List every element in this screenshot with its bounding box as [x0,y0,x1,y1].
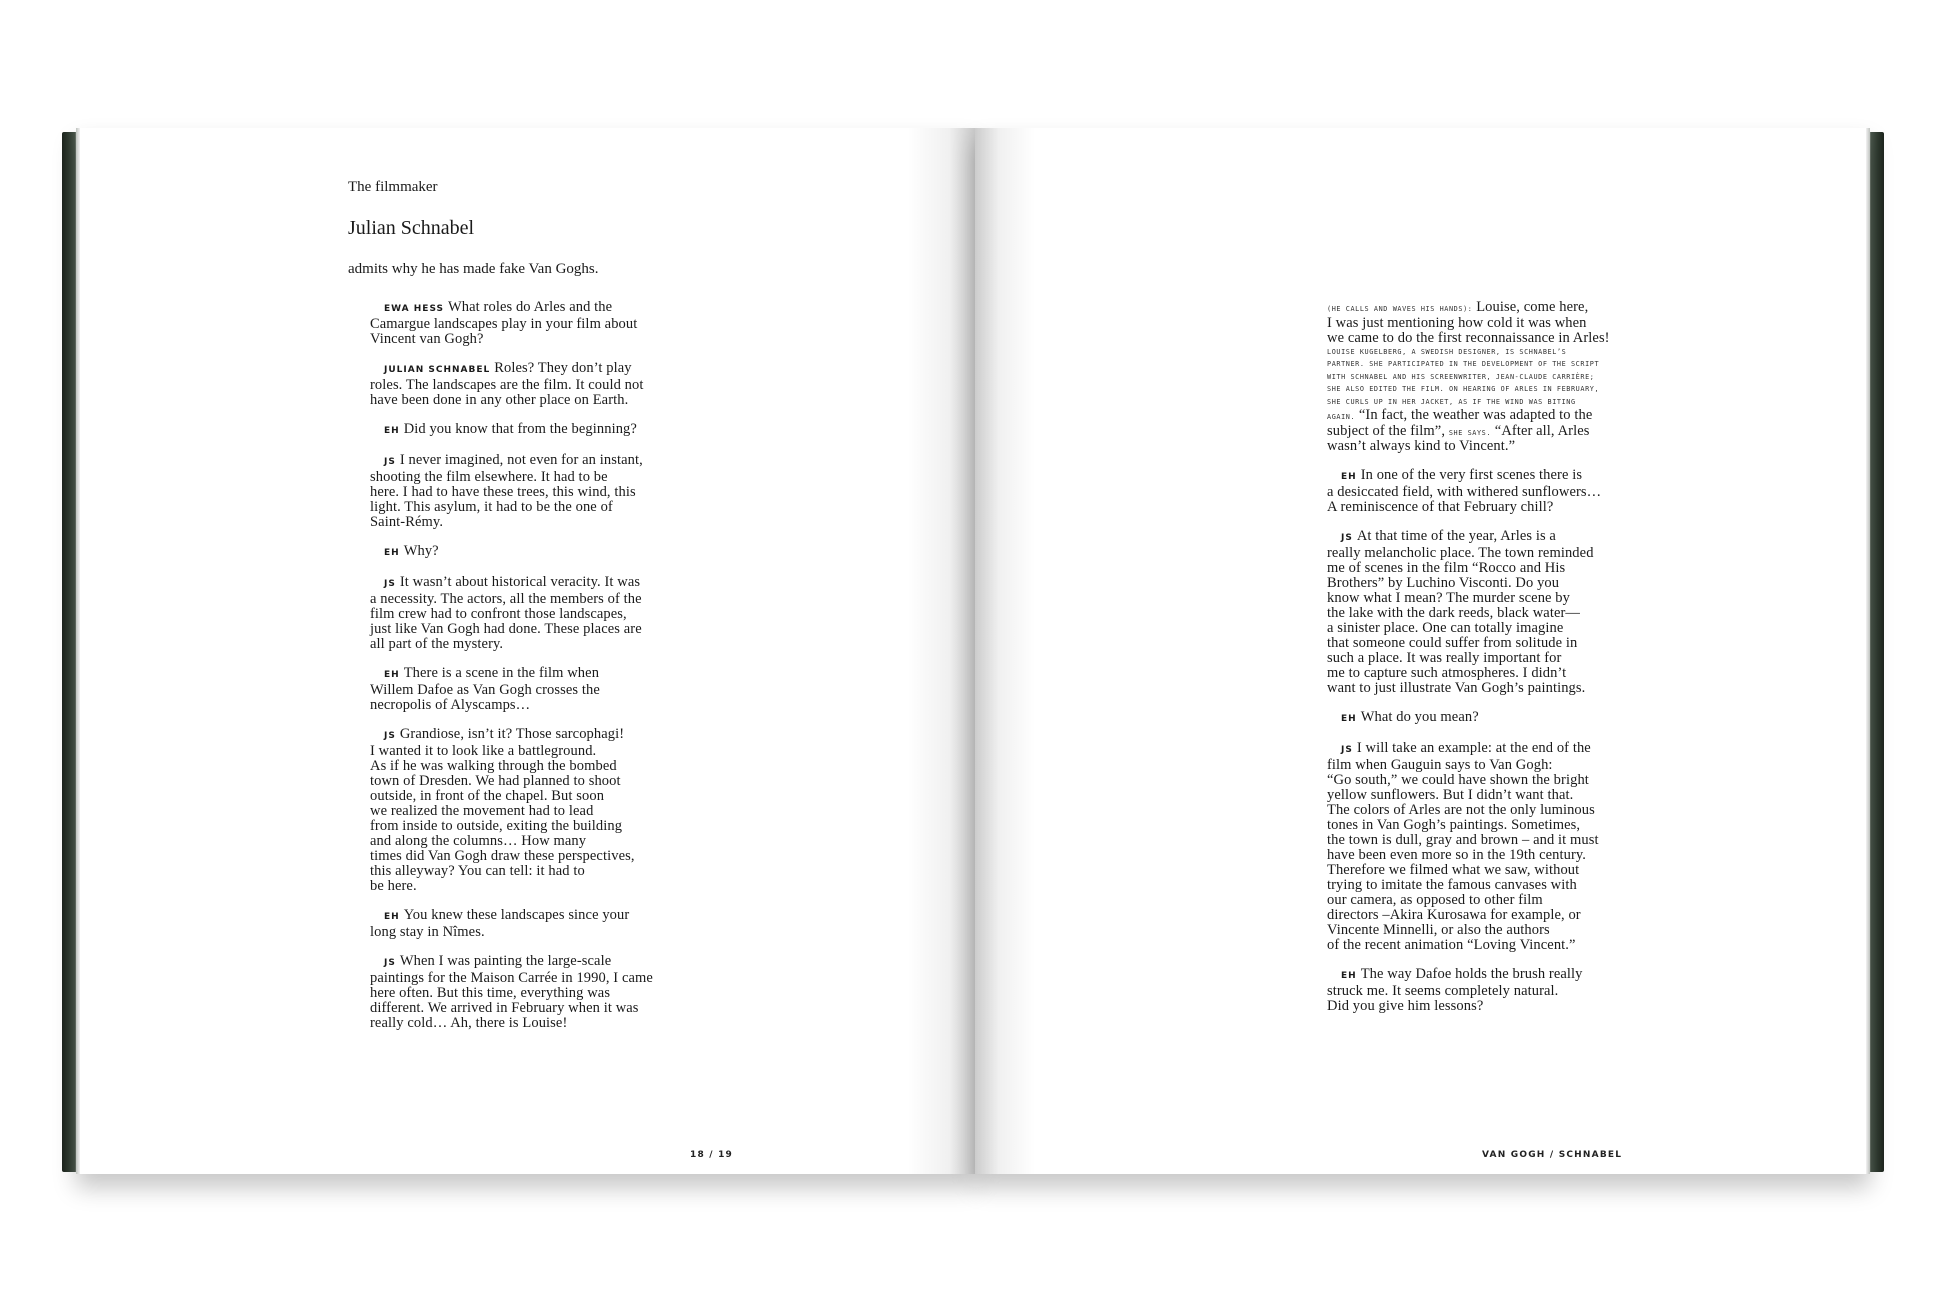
line-text: Saint-Rémy. [370,514,444,530]
dialogue-block [1327,710,1647,727]
line-text: light. This asylum, it had to be the one of [370,499,613,515]
text-line [1327,606,1647,621]
text-line [370,925,690,940]
note-line: WITH SCHNABEL AND HIS SCREENWRITER, JEAN-CLAUDE CARRIÈRE; [1327,372,1595,381]
line-text: paintings for the Maison Carrée in 1990, I came [370,970,653,986]
text-line [1327,833,1647,848]
text-line [1327,758,1647,773]
line-text: Why? [403,543,439,559]
text-line [370,317,690,332]
line-text: really melancholic place. The town reminded [1327,545,1594,561]
text-line [370,544,690,561]
text-line [370,666,690,683]
line-text: There is a scene in the film when [403,665,600,681]
text-line [370,485,690,500]
text-line [370,774,690,789]
text-line [1327,681,1647,696]
right-column [1327,300,1647,1028]
line-text: tones in Van Gogh’s paintings. Sometimes, [1327,817,1581,833]
speaker-label: EH [1341,472,1357,482]
text-line: we came to do the first reconnaissance in Arles! [1327,329,1610,346]
text-line [370,637,690,652]
text-line [1327,893,1647,908]
line-text: have been even more so in the 19th century. [1327,847,1587,863]
article-intro: admits why he has made fake Van Goghs. [348,261,599,277]
line-text: At that time of the year, Arles is a [1356,528,1556,544]
line-text: Did you know that from the beginning? [403,421,637,437]
line-text: town of Dresden. We had planned to shoot [370,773,621,789]
text-line [370,607,690,622]
text-line [1327,818,1647,833]
dialogue-block [370,300,690,347]
line-text: Roles? They don’t play [494,360,632,376]
speaker-label: EH [1341,714,1357,724]
text-line [1327,773,1647,788]
text-line [370,500,690,515]
line-text: all part of the mystery. [370,636,504,652]
line-text: this alleyway? You can tell: it had to [370,863,585,879]
dialogue-block [370,361,690,408]
text-line [370,470,690,485]
line-text: me to capture such atmospheres. I didn’t [1327,665,1567,681]
dialogue-block [370,453,690,530]
text-line: Louise, come here, [1476,299,1589,315]
speaker-label: EH [1341,971,1357,981]
text-line [1327,710,1647,727]
line-text: really cold… Ah, there is Louise! [370,1015,568,1031]
line-text: necropolis of Alyscamps… [370,697,531,713]
speaker-label: JULIAN SCHNABEL [384,365,491,375]
text-line [370,834,690,849]
dialogue-block [1327,529,1647,696]
line-text: Did you give him lessons? [1327,998,1484,1014]
line-text: a sinister place. One can totally imagine [1327,620,1564,636]
note-line: SHE ALSO EDITED THE FILM. ON HEARING OF ARLES IN FEBRUARY, [1327,385,1600,393]
text-line [370,986,690,1001]
text-line [1327,848,1647,863]
page-edge [1866,128,1870,1174]
text-line [1327,967,1647,984]
line-text: The way Dafoe holds the brush really [1360,966,1583,982]
line-text: trying to imitate the famous canvases with [1327,877,1577,893]
note-line: AGAIN. [1327,413,1356,421]
text-line [1327,561,1647,576]
line-text: What roles do Arles and the [448,299,613,315]
line-text: You knew these landscapes since your [403,907,630,923]
text-line [370,727,690,744]
text-line [370,361,690,378]
dialogue-block [1327,468,1647,515]
text-line [1327,878,1647,893]
text-line [1327,546,1647,561]
line-text: A reminiscence of that February chill? [1327,499,1554,515]
speaker-label: EH [384,548,400,558]
text-line [370,592,690,607]
opening-paragraph [1327,300,1647,454]
line-text: yellow sunflowers. But I didn’t want that. [1327,787,1574,803]
text-line [370,819,690,834]
text-line [370,954,690,971]
text-line [1327,651,1647,666]
line-text: from inside to outside, exiting the building [370,818,623,834]
dialogue-block [370,954,690,1031]
line-text: I never imagined, not even for an instant, [399,452,643,468]
text-line [370,683,690,698]
line-text: shooting the film elsewhere. It had to be [370,469,608,485]
line-text: I will take an example: at the end of the [1356,740,1591,756]
speaker-label: JS [384,731,396,741]
line-text: and along the columns… How many [370,833,587,849]
line-text: In one of the very first scenes there is [1360,467,1583,483]
text-line [1327,529,1647,546]
left-page [76,128,977,1174]
line-text: different. We arrived in February when it was [370,1000,639,1016]
text-line [1327,788,1647,803]
text-line [1327,999,1647,1014]
dialogue-block [370,422,690,439]
text-line [1327,621,1647,636]
line-text: Camargue landscapes play in your film about [370,316,638,332]
line-text: What do you mean? [1360,709,1479,725]
line-text: Brothers” by Luchino Visconti. Do you [1327,575,1560,591]
text-line [370,908,690,925]
line-text: the town is dull, gray and brown – and it must [1327,832,1599,848]
speaker-label: JS [384,457,396,467]
text-line [1327,938,1647,953]
note-line: PARTNER. SHE PARTICIPATED IN THE DEVELOPMENT OF THE SCRIPT [1327,360,1600,368]
text-line [1327,984,1647,999]
text-line [370,744,690,759]
text-line [1327,500,1647,515]
dialogue-block [370,575,690,652]
line-text: As if he was walking through the bombed [370,758,617,774]
text-line [370,759,690,774]
text-line: subject of the film”, [1327,422,1446,439]
line-text: a desiccated field, with withered sunflowers… [1327,484,1602,500]
text-line: “In fact, the weather was adapted to the [1358,407,1593,423]
text-line [370,622,690,637]
dialogue-block [1327,741,1647,953]
text-line [1327,908,1647,923]
line-text: Vincent van Gogh? [370,331,484,347]
text-line [370,1001,690,1016]
text-line [370,789,690,804]
text-line [370,422,690,439]
line-text: times did Van Gogh draw these perspectives, [370,848,635,864]
line-text: directors –Akira Kurosawa for example, or [1327,907,1581,923]
line-text: “Go south,” we could have shown the bright [1327,772,1589,788]
text-line [1327,576,1647,591]
text-line [370,393,690,408]
text-line [1327,863,1647,878]
text-line [370,515,690,530]
gutter-shadow [975,128,1035,1174]
text-line [370,698,690,713]
text-line [1327,591,1647,606]
dialogue-block [370,544,690,561]
text-line [370,1016,690,1031]
text-line: “After all, Arles [1494,422,1590,439]
line-text: know what I mean? The murder scene by [1327,590,1570,606]
line-text: The colors of Arles are not the only luminous [1327,802,1595,818]
text-line [1327,636,1647,651]
dialogue-block [370,666,690,713]
right-page [975,128,1870,1174]
line-text: such a place. It was really important for [1327,650,1562,666]
line-text: film crew had to confront those landscapes, [370,606,627,622]
speaker-label: JS [384,958,396,968]
text-line [370,849,690,864]
line-text: of the recent animation “Loving Vincent.” [1327,937,1576,953]
line-text: struck me. It seems completely natural. [1327,983,1559,999]
text-line [370,300,690,317]
line-text: Therefore we filmed what we saw, without [1327,862,1580,878]
line-text: Willem Dafoe as Van Gogh crosses the [370,682,600,698]
note-line: SHE CURLS UP IN HER JACKET, AS IF THE WIND WAS BITING [1327,397,1576,406]
right-dialogue [1327,468,1647,1014]
line-text: a necessity. The actors, all the members of the [370,591,642,607]
dialogue-block [370,727,690,894]
line-text: me of scenes in the film “Rocco and His [1327,560,1566,576]
line-text: that someone could suffer from solitude in [1327,635,1578,651]
line-text: our camera, as opposed to other film [1327,892,1543,908]
line-text: want to just illustrate Van Gogh’s paintings. [1327,680,1586,696]
dialogue-block [1327,967,1647,1014]
text-line [370,453,690,470]
line-text: Grandiose, isn’t it? Those sarcophagi! [399,726,625,742]
page-edge [76,128,80,1174]
line-text: When I was painting the large-scale [399,953,612,969]
text-line [1327,803,1647,818]
article-kicker: The filmmaker [348,179,438,195]
line-text: outside, in front of the chapel. But soon [370,788,605,804]
gutter-shadow [907,128,977,1174]
speaker-label: EH [384,912,400,922]
line-text: I wanted it to look like a battleground. [370,743,597,759]
speaker-label: JS [1341,533,1353,543]
line-text: here often. But this time, everything was [370,985,611,1001]
text-line [370,378,690,393]
editorial-note [1327,346,1647,409]
book-cover-edge-right [1868,132,1884,1172]
line-text: here. I had to have these trees, this wind, this [370,484,636,500]
text-line [1327,666,1647,681]
text-line [370,804,690,819]
book-spread [62,128,1884,1174]
page-number: 18 / 19 [690,1150,734,1160]
stage-direction: (HE CALLS AND WAVES HIS HANDS): [1327,305,1473,313]
speaker-label: EH [384,426,400,436]
text-line [1327,468,1647,485]
line-text: the lake with the dark reeds, black water— [1327,605,1581,621]
dialogue-block [370,908,690,940]
text-line [1327,741,1647,758]
line-text: long stay in Nîmes. [370,924,485,940]
line-text: be here. [370,878,417,894]
speaker-label: JS [1341,745,1353,755]
line-text: film when Gauguin says to Van Gogh: [1327,757,1553,773]
line-text: just like Van Gogh had done. These places are [370,621,642,637]
text-line [370,864,690,879]
text-line: wasn’t always kind to Vincent.” [1327,438,1516,454]
text-line [370,575,690,592]
line-text: we realized the movement had to lead [370,803,594,819]
line-text: have been done in any other place on Earth. [370,392,629,408]
line-text: It wasn’t about historical veracity. It was [399,574,641,590]
speaker-label: EWA HESS [384,304,445,314]
note-line: LOUISE KUGELBERG, A SWEDISH DESIGNER, IS SCHNABEL’S [1327,347,1567,356]
text-line: I was just mentioning how cold it was when [1327,314,1587,331]
text-line [370,332,690,347]
speaker-label: JS [384,579,396,589]
line-text: Vincente Minnelli, or also the authors [1327,922,1550,938]
stage-direction: SHE SAYS. [1448,428,1492,437]
text-line [1327,923,1647,938]
text-line [370,879,690,894]
interviewee-name: Julian Schnabel [348,217,475,239]
text-line [370,971,690,986]
running-footer: VAN GOGH / SCHNABEL [1482,1150,1623,1160]
line-text: roles. The landscapes are the film. It could not [370,377,644,393]
text-line [1327,485,1647,500]
left-column [370,300,690,1045]
speaker-label: EH [384,670,400,680]
